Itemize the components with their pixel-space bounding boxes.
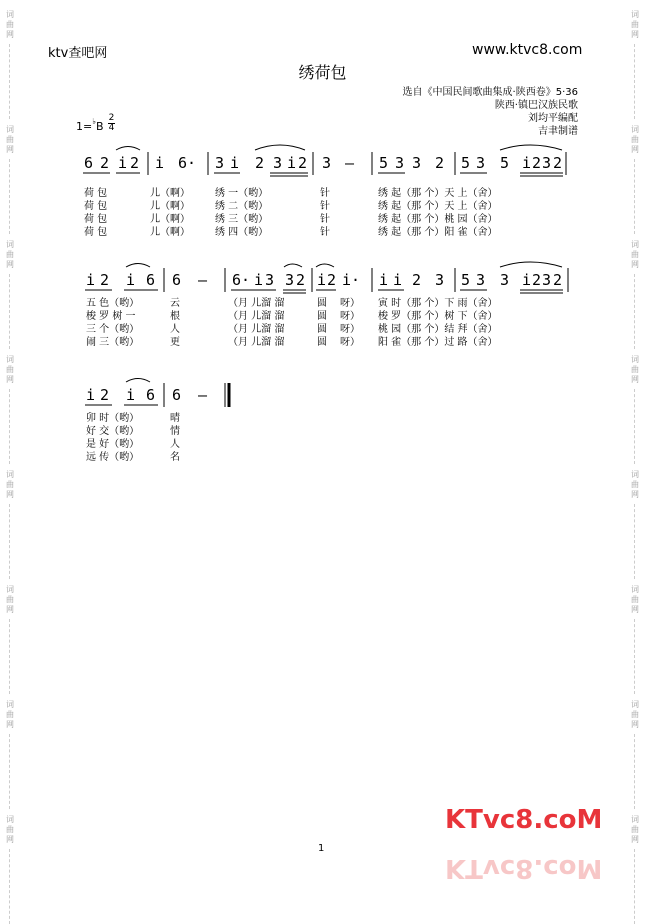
- svg-text:2: 2: [553, 271, 563, 289]
- lyric-text: 根: [170, 311, 180, 322]
- svg-text:6: 6: [172, 386, 182, 404]
- watermark-glyphs: 词 曲 网: [6, 355, 14, 384]
- svg-text:i: i: [287, 154, 297, 172]
- watermark-glyphs: 词 曲 网: [631, 585, 639, 614]
- svg-text:2: 2: [435, 154, 445, 172]
- lyric-text: 呀）: [340, 324, 360, 335]
- svg-text:2: 2: [553, 154, 563, 172]
- svg-text:2: 2: [100, 154, 110, 172]
- svg-text:2: 2: [532, 154, 542, 172]
- svg-text:2: 2: [130, 154, 140, 172]
- svg-text:i·: i·: [342, 271, 361, 289]
- source-line: 吉聿制谱: [538, 126, 578, 137]
- watermark-glyphs: 词 曲 网: [6, 10, 14, 39]
- svg-text:i: i: [254, 271, 264, 289]
- lyric-text: 绣 起（那 个）桃 园（舍）: [378, 214, 498, 225]
- lyric-text: 针: [320, 227, 330, 238]
- lyric-text: 呀）: [340, 298, 360, 309]
- watermark-glyphs: 词 曲 网: [6, 585, 14, 614]
- lyric-text: 卯 时（哟）: [86, 413, 140, 424]
- svg-text:5: 5: [500, 154, 510, 172]
- lyric-text: 荷 包: [84, 201, 108, 212]
- lyric-text: 五 色（哟）: [86, 298, 140, 309]
- svg-text:i: i: [522, 271, 532, 289]
- svg-text:6·: 6·: [178, 154, 197, 172]
- lyric-text: 圆: [317, 337, 327, 348]
- lyric-text: 晴: [170, 413, 180, 424]
- watermark-glyphs: 词 曲 网: [6, 125, 14, 154]
- lyric-text: 圆: [317, 311, 327, 322]
- svg-text:3: 3: [215, 154, 225, 172]
- svg-text:6·: 6·: [232, 271, 251, 289]
- svg-text:3: 3: [435, 271, 445, 289]
- svg-text:i: i: [393, 271, 403, 289]
- lyric-text: 呀）: [340, 337, 360, 348]
- svg-text:3: 3: [476, 154, 486, 172]
- flat-sign: ♭: [92, 117, 96, 126]
- lyric-text: 绣 二（哟）: [215, 201, 269, 212]
- svg-text:3: 3: [500, 271, 510, 289]
- lyric-text: 绣 起（那 个）天 上（舍）: [378, 188, 498, 199]
- watermark-glyphs: 词 曲 网: [6, 240, 14, 269]
- svg-text:6: 6: [172, 271, 182, 289]
- lyric-text: 更: [170, 337, 180, 348]
- watermark-glyphs: 词 曲 网: [631, 125, 639, 154]
- system-3: [85, 379, 229, 408]
- lyric-text: 绣 起（那 个）天 上（舍）: [378, 201, 498, 212]
- svg-text:3: 3: [285, 271, 295, 289]
- watermark-glyphs: 词 曲 网: [631, 470, 639, 499]
- svg-text:i: i: [86, 386, 96, 404]
- watermark-glyphs: 词 曲 网: [631, 700, 639, 729]
- key-prefix: 1=: [76, 120, 93, 133]
- lyric-text: 荷 包: [84, 214, 108, 225]
- watermark-glyphs: 词 曲 网: [6, 815, 14, 844]
- lyric-text: 人: [170, 324, 180, 335]
- svg-text:i: i: [155, 154, 165, 172]
- page-number: 1: [318, 843, 325, 854]
- svg-text:3: 3: [542, 154, 552, 172]
- lyric-text: 针: [320, 188, 330, 199]
- svg-text:i: i: [126, 271, 136, 289]
- svg-text:3: 3: [265, 271, 275, 289]
- svg-text:i: i: [317, 271, 327, 289]
- svg-text:3: 3: [395, 154, 405, 172]
- svg-text:3: 3: [476, 271, 486, 289]
- lyric-text: 圆: [317, 324, 327, 335]
- svg-text:5: 5: [461, 271, 471, 289]
- lyric-text: （月 儿溜 溜: [228, 311, 285, 322]
- svg-text:6: 6: [84, 154, 94, 172]
- svg-text:2: 2: [298, 154, 308, 172]
- lyric-text: 儿（啊）: [150, 227, 190, 238]
- lyric-text: 云: [170, 298, 180, 309]
- svg-text:i: i: [118, 154, 128, 172]
- lyric-text: （月 儿溜 溜: [228, 324, 285, 335]
- ktvc8-logo: [445, 800, 603, 883]
- svg-text:i: i: [126, 386, 136, 404]
- lyric-text: （月 儿溜 溜: [228, 337, 285, 348]
- lyric-text: 人: [170, 439, 180, 450]
- svg-text:2: 2: [255, 154, 265, 172]
- time-beats: 2: [108, 113, 115, 123]
- time-unit: 4: [108, 123, 115, 133]
- lyric-text: 好 交（哟）: [86, 426, 140, 437]
- svg-text:3: 3: [412, 154, 422, 172]
- lyric-text: 呀）: [340, 311, 360, 322]
- lyric-text: 绣 四（哟）: [215, 227, 269, 238]
- system-2: [85, 262, 568, 293]
- svg-text:2: 2: [296, 271, 306, 289]
- watermark-glyphs: 词 曲 网: [6, 700, 14, 729]
- song-title: 绣荷包: [298, 63, 347, 82]
- lyric-text: 情: [170, 426, 180, 437]
- site-url-right: www.ktvc8.com: [472, 42, 583, 58]
- lyric-text: 儿（啊）: [150, 214, 190, 225]
- source-line: 选自《中国民间歌曲集成·陕西卷》5·36: [402, 87, 578, 98]
- lyric-text: 阳 雀（那 个）过 路（舍）: [378, 337, 498, 348]
- lyric-text: 桃 园（那 个）结 拜（舍）: [378, 324, 498, 335]
- lyric-text: （月 儿溜 溜: [228, 298, 285, 309]
- svg-text:6: 6: [146, 271, 156, 289]
- svg-text:i: i: [379, 271, 389, 289]
- svg-text:5: 5: [379, 154, 389, 172]
- lyric-text: 闹 三（哟）: [86, 337, 140, 348]
- lyric-text: 绣 三（哟）: [215, 214, 269, 225]
- system-1: [83, 145, 566, 176]
- source-line: 陕西·镇巴汉族民歌: [494, 100, 578, 111]
- watermark-glyphs: 词 曲 网: [631, 815, 639, 844]
- lyric-text: 绣 一（哟）: [215, 188, 269, 199]
- svg-text:3: 3: [542, 271, 552, 289]
- watermark-glyphs: 词 曲 网: [631, 240, 639, 269]
- watermark-glyphs: 词 曲 网: [631, 10, 639, 39]
- watermark-glyphs: 词 曲 网: [6, 470, 14, 499]
- svg-text:i: i: [522, 154, 532, 172]
- svg-text:KTvc8.coM: KTvc8.coM: [445, 805, 603, 835]
- lyric-text: 荷 包: [84, 227, 108, 238]
- svg-text:5: 5: [461, 154, 471, 172]
- svg-text:—: —: [198, 271, 208, 289]
- lyric-text: 三 个（哟）: [86, 324, 140, 335]
- svg-text:2: 2: [412, 271, 422, 289]
- source-line: 刘均平编配: [528, 113, 578, 124]
- lyric-text: 儿（啊）: [150, 201, 190, 212]
- svg-text:2: 2: [327, 271, 337, 289]
- lyric-text: 绣 起（那 个）阳 雀（舍）: [378, 227, 498, 238]
- svg-text:—: —: [198, 386, 208, 404]
- svg-text:3: 3: [322, 154, 332, 172]
- lyric-text: 是 好（哟）: [86, 439, 140, 450]
- svg-text:i: i: [230, 154, 240, 172]
- lyric-text: 圆: [317, 298, 327, 309]
- svg-text:—: —: [345, 154, 355, 172]
- lyric-text: 名: [170, 452, 180, 463]
- watermark-glyphs: 词 曲 网: [631, 355, 639, 384]
- svg-text:KTvc8.coM: KTvc8.coM: [445, 853, 603, 883]
- lyric-text: 针: [320, 201, 330, 212]
- lyric-text: 远 传（哟）: [86, 452, 140, 463]
- site-name-left: ktv查吧网: [48, 46, 108, 61]
- key-tonic: B: [96, 120, 104, 133]
- lyric-text: 梭 罗 树 一: [86, 311, 136, 322]
- lyric-text: 针: [320, 214, 330, 225]
- lyric-text: 梭 罗（那 个）树 下（舍）: [378, 311, 498, 322]
- lyric-text: 荷 包: [84, 188, 108, 199]
- svg-text:2: 2: [100, 386, 110, 404]
- svg-text:2: 2: [532, 271, 542, 289]
- lyric-text: 儿（啊）: [150, 188, 190, 199]
- svg-text:6: 6: [146, 386, 156, 404]
- svg-text:i: i: [86, 271, 96, 289]
- svg-text:2: 2: [100, 271, 110, 289]
- lyric-text: 寅 时（那 个）下 雨（舍）: [378, 298, 498, 309]
- svg-text:3: 3: [273, 154, 283, 172]
